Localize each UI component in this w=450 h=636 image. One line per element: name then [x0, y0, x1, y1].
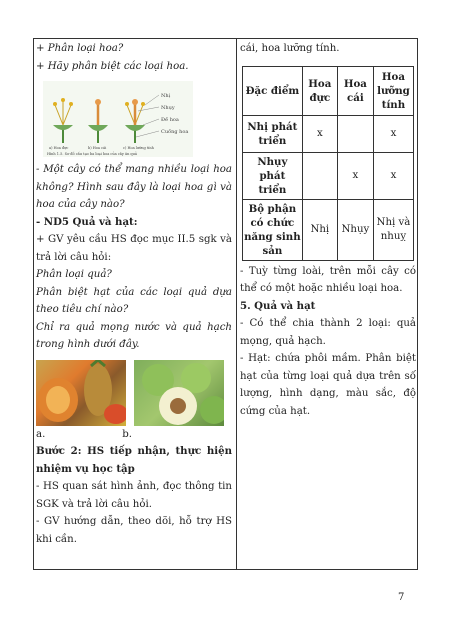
- question-classify-fruits: Phân loại quả?: [36, 269, 112, 280]
- step2-heading: Bước 2: HS tiếp nhận, thực hiện nhiệm vụ học tập: [36, 445, 232, 475]
- label-peduncle: Cuống hoa: [161, 129, 189, 135]
- table-row: [243, 199, 414, 260]
- table-cell: x: [302, 115, 337, 152]
- label-pistil: Nhụy: [161, 105, 175, 111]
- table-cell: Nhị và nhuỵ: [373, 199, 413, 260]
- row-label: Bộ phận có chức năng sinh sản: [243, 199, 303, 260]
- figure-caption: Hình 1.5. Sơ đồ cấu tạo ba loại hoa của cây ăn quả: [47, 152, 138, 156]
- label-receptacle: Đế hoa: [161, 117, 179, 123]
- flower-structure-figure: [43, 81, 193, 157]
- table-cell: [337, 115, 373, 152]
- photo-label-a: a.: [36, 428, 46, 440]
- sublabel-bisexual: c) Hoa lưỡng tính: [123, 146, 154, 150]
- table-cell: Nhị: [302, 199, 337, 260]
- drupe-fruit-photo: [134, 360, 224, 426]
- table-cell: [302, 152, 337, 199]
- header-female: Hoa cái: [337, 66, 373, 115]
- label-stamen: Nhị: [161, 93, 171, 99]
- header-bisexual: Hoa lưỡng tính: [373, 66, 413, 115]
- left-column: [36, 40, 232, 548]
- photo-label-b: b.: [122, 428, 132, 440]
- header-feature: Đặc điểm: [243, 66, 303, 115]
- table-cell: x: [337, 152, 373, 199]
- fruit-photo-labels: [36, 426, 186, 444]
- teacher-support: - GV hướng dẫn, theo dõi, hỗ trợ HS khi cần.: [36, 516, 232, 545]
- flower-variety-note: - Tuỳ từng loài, trên mỗi cây có thể có một hoặc nhiều loại hoa.: [240, 265, 416, 294]
- page-number: 7: [398, 592, 405, 603]
- seed-note: - Hạt: chứa phôi mầm. Phân biệt hạt của từng loại quả dựa trên số lượng, hình dạng, màu sắc, độ cứng của hạt.: [240, 353, 416, 417]
- berry-fruit-photo: [36, 360, 126, 426]
- flower-features-table: [242, 66, 414, 261]
- fruit-photos: [36, 360, 232, 426]
- nd5-heading: - ND5 Quả và hạt:: [36, 215, 138, 228]
- flower-diagram-svg: [43, 81, 193, 157]
- question-identify-fruits: Chỉ ra quả mọng nước và quả hạch trong hình dưới đây.: [36, 321, 232, 350]
- question-distinguish-flowers: + Hãy phân biệt các loại hoa.: [36, 60, 189, 72]
- question-seed-criteria: Phân biệt hạt của các loại quả dựa theo tiêu chí nào?: [36, 286, 232, 315]
- question-classify-flowers: + Phân loại hoa?: [36, 43, 124, 54]
- fruit-types-note: - Có thể chia thành 2 loại: quả mọng, quả hạch.: [240, 318, 416, 347]
- table-cell: x: [373, 152, 413, 199]
- row-label: Nhụy phát triển: [243, 152, 303, 199]
- table-header-row: [243, 66, 414, 115]
- row-label: Nhị phát triển: [243, 115, 303, 152]
- right-column: [240, 40, 416, 420]
- table-row: [243, 152, 414, 199]
- table-cell: x: [373, 115, 413, 152]
- table-row: [243, 115, 414, 152]
- teacher-instruction: + GV yêu cầu HS đọc mục II.5 sgk và trả lời câu hỏi:: [36, 234, 232, 263]
- header-male: Hoa đực: [302, 66, 337, 115]
- student-activity: - HS quan sát hình ảnh, đọc thông tin SGK và trả lời câu hỏi.: [36, 481, 232, 510]
- continued-text: cái, hoa lưỡng tính.: [240, 43, 340, 54]
- sublabel-male: a) Hoa đực: [49, 146, 69, 150]
- question-multiple-flowers: - Một cây có thể mang nhiều loại hoa không? Hình sau đây là loại hoa gì và hoa của cây nào?: [36, 164, 232, 210]
- column-divider: [236, 38, 237, 570]
- fruits-seeds-heading: 5. Quả và hạt: [240, 299, 316, 312]
- sublabel-female: b) Hoa cái: [88, 146, 107, 150]
- table-cell: Nhụy: [337, 199, 373, 260]
